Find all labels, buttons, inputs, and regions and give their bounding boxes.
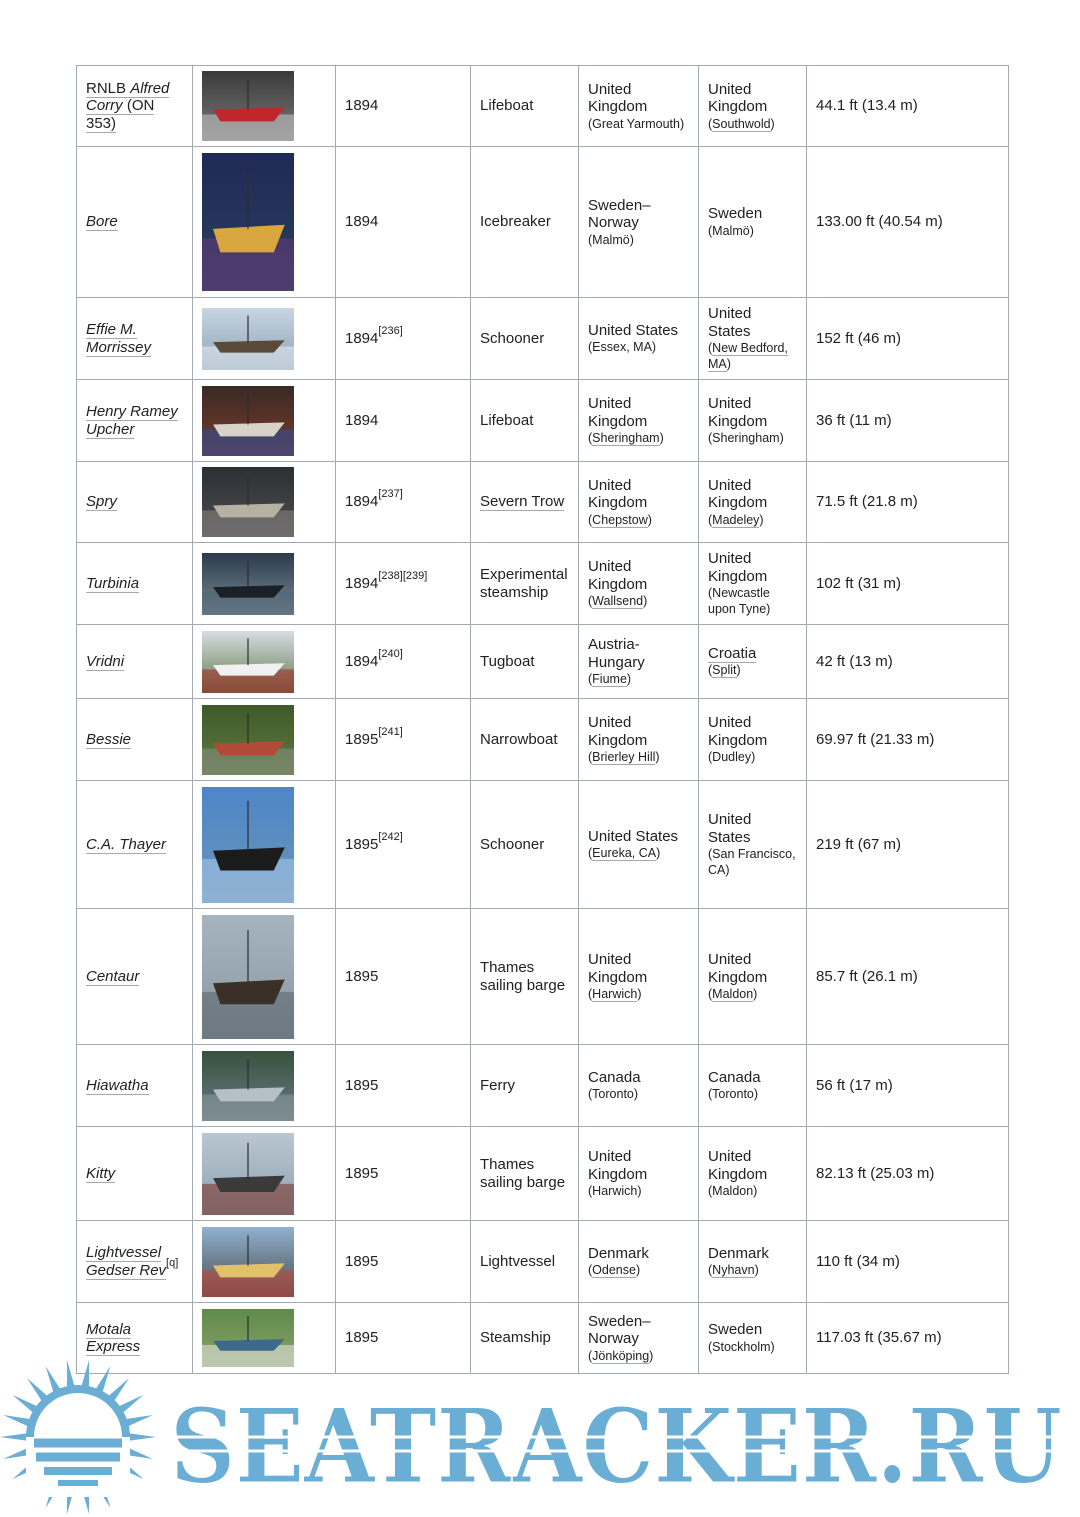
ship-photo-cell	[193, 462, 336, 543]
built-country-place-link[interactable]: Harwich	[592, 987, 638, 1001]
built-country: United Kingdom	[588, 80, 648, 115]
ship-name-link[interactable]: Hiawatha	[86, 1076, 149, 1094]
ship-photo-cell	[193, 699, 336, 781]
ship-length: 102 ft (31 m)	[816, 574, 902, 592]
built-country-place-link[interactable]: Fiume	[592, 672, 627, 686]
built-country: United Kingdom	[588, 558, 648, 593]
sun-ray	[67, 1360, 75, 1388]
built-country-place-link[interactable]: Chepstow	[592, 512, 648, 527]
ship-name-link[interactable]: Bessie	[86, 730, 132, 748]
built-country-place: (Brierley Hill)	[588, 750, 660, 764]
ship-type-cell	[471, 1127, 579, 1221]
built-country-place-link[interactable]: Wallsend	[592, 594, 644, 608]
current-location: United States	[708, 305, 752, 340]
launched-year-cell	[336, 1127, 471, 1221]
ship-length-cell	[807, 1127, 1009, 1221]
built-country: United Kingdom	[588, 951, 648, 986]
current-location-link[interactable]: Croatia	[708, 644, 757, 662]
current-location-place-text: Maldon	[712, 1184, 754, 1198]
built-country: Denmark	[588, 1244, 649, 1262]
current-location: Sweden	[708, 205, 763, 223]
ship-type-cell	[471, 1221, 579, 1303]
citation-ref[interactable]: [241]	[378, 725, 403, 738]
current-location: United Kingdom	[708, 951, 768, 986]
current-location: United Kingdom	[708, 476, 768, 511]
launched-year-cell	[336, 625, 471, 699]
current-location-place: (New Bedford, MA)	[708, 341, 788, 371]
ship-type-cell	[471, 1045, 579, 1127]
ship-length-cell	[807, 298, 1009, 380]
built-country-place: (Toronto)	[588, 1087, 639, 1102]
ship-name-cell	[77, 781, 193, 909]
ship-type: Schooner	[480, 835, 545, 853]
built-country-place: (Odense)	[588, 1263, 641, 1278]
built-country-cell	[579, 781, 699, 909]
built-country-place-text: Malmö	[592, 232, 630, 247]
citation-ref[interactable]: [238][239]	[378, 569, 428, 582]
built-country-cell	[579, 1127, 699, 1221]
built-country-cell	[579, 462, 699, 543]
ship-photo-cell	[193, 909, 336, 1045]
table-row	[77, 1127, 1009, 1221]
ship-type: Narrowboat	[480, 730, 558, 748]
sun-ray	[0, 1433, 28, 1441]
current-location-place: (Newcastle upon Tyne)	[708, 586, 771, 616]
built-country-cell	[579, 380, 699, 462]
current-location-place-text: Dudley	[712, 750, 752, 764]
ship-type-cell	[471, 543, 579, 625]
table-row	[77, 380, 1009, 462]
built-country-place-text: Essex, MA	[592, 340, 652, 355]
launched-year: 1895	[345, 1252, 379, 1270]
ship-type-cell	[471, 298, 579, 380]
ship-length-cell	[807, 699, 1009, 781]
ship-photo-cell	[193, 1045, 336, 1127]
current-location-place-link[interactable]: New Bedford, MA	[708, 341, 788, 371]
ship-length-cell	[807, 1045, 1009, 1127]
sun-ray	[3, 1415, 31, 1427]
built-country-place-link[interactable]: Jönköping	[592, 1348, 650, 1363]
built-country-cell	[579, 147, 699, 298]
built-country-place-link[interactable]: Eureka, CA	[592, 846, 657, 861]
current-location-cell	[699, 1221, 807, 1303]
ship-name-link[interactable]: Effie M. Morrissey	[86, 321, 152, 356]
built-country-cell	[579, 625, 699, 699]
ship-name-link[interactable]: Bore	[86, 213, 118, 231]
launched-year: 1894	[345, 652, 379, 670]
ship-type: Lifeboat	[480, 411, 534, 429]
ship-length: 133.00 ft (40.54 m)	[816, 213, 943, 231]
current-location: Canada	[708, 1068, 761, 1086]
current-location-place: (Malmö)	[708, 223, 754, 238]
built-country-place-link[interactable]: Odense	[592, 1263, 636, 1278]
launched-year-cell	[336, 781, 471, 909]
launched-year: 1894	[345, 329, 379, 347]
ship-length-cell	[807, 1221, 1009, 1303]
table-row	[77, 543, 1009, 625]
ship-name-link[interactable]: C.A. Thayer	[86, 835, 167, 853]
current-location: Denmark	[708, 1244, 769, 1262]
current-location-place-text: Newcastle upon Tyne	[708, 586, 770, 616]
built-country: Sweden–Norway	[588, 1312, 651, 1347]
lifeboat-ship-photo[interactable]	[202, 71, 294, 141]
launched-year: 1894	[345, 493, 379, 511]
ship-name-cell	[77, 462, 193, 543]
ship-photo-cell	[193, 66, 336, 147]
ship-type-cell	[471, 909, 579, 1045]
ship-name-link[interactable]: Henry Ramey Upcher	[86, 403, 178, 438]
citation-ref[interactable]: [242]	[378, 830, 403, 843]
narrowboat-ship-photo[interactable]	[202, 705, 294, 775]
current-location-cell	[699, 699, 807, 781]
museum-ship-photo[interactable]	[202, 553, 294, 615]
launched-year-cell	[336, 462, 471, 543]
built-country-place-link[interactable]: Sheringham	[592, 431, 660, 445]
ship-photo-cell	[193, 1221, 336, 1303]
table-row	[77, 1221, 1009, 1303]
table-row	[77, 147, 1009, 298]
current-location-cell	[699, 1045, 807, 1127]
ship-length: 42 ft (13 m)	[816, 652, 893, 670]
current-location-cell	[699, 147, 807, 298]
current-location-place-link[interactable]: Maldon	[712, 987, 754, 1001]
current-location-place: (San Francisco, CA)	[708, 847, 796, 877]
current-location-cell	[699, 543, 807, 625]
launched-year-cell	[336, 1045, 471, 1127]
current-location: United Kingdom	[708, 80, 768, 115]
ship-length: 69.97 ft (21.33 m)	[816, 730, 935, 748]
built-country: United Kingdom	[588, 714, 648, 749]
built-country: United States	[588, 827, 679, 845]
note-ref[interactable]: [q]	[166, 1256, 179, 1269]
lake-ship-photo[interactable]	[202, 1051, 294, 1121]
sun-ray	[81, 1360, 89, 1388]
current-location: United States	[708, 811, 752, 846]
ship-length: 56 ft (17 m)	[816, 1076, 893, 1094]
built-country-place: (Eureka, CA)	[588, 846, 661, 861]
ship-name-link[interactable]: Centaur	[86, 967, 140, 985]
current-location-place-link[interactable]: Split	[712, 663, 737, 678]
current-location-place-link[interactable]: Southwold	[712, 116, 771, 131]
launched-year: 1894	[345, 574, 379, 592]
barge-ship-photo[interactable]	[202, 915, 294, 1039]
current-location: United Kingdom	[708, 714, 768, 749]
current-location-cell	[699, 298, 807, 380]
ship-length: 152 ft (46 m)	[816, 329, 902, 347]
current-location-cell	[699, 781, 807, 909]
night-ship-photo[interactable]	[202, 153, 294, 291]
tug-ship-photo[interactable]	[202, 631, 294, 693]
ship-type: Icebreaker	[480, 213, 551, 231]
sun-ray	[128, 1433, 156, 1441]
ship-name-link[interactable]: RNLB Alfred Corry (ON 353)	[86, 79, 170, 132]
current-location-place: (Madeley)	[708, 512, 764, 527]
ship-type: Tugboat	[480, 652, 535, 670]
ship-length: 71.5 ft (21.8 m)	[816, 493, 918, 511]
built-country-place: (Malmö)	[588, 232, 634, 247]
built-country-cell	[579, 1045, 699, 1127]
built-country-place-text: Toronto	[592, 1087, 634, 1102]
ship-type-link[interactable]: Severn Trow	[480, 493, 565, 511]
launched-year-cell	[336, 380, 471, 462]
ship-length-cell	[807, 543, 1009, 625]
built-country-place-text: Harwich	[592, 1184, 638, 1198]
built-country: Canada	[588, 1068, 641, 1086]
launched-year: 1895	[345, 730, 379, 748]
built-country-place: (Fiume)	[588, 672, 632, 686]
harbour-ship-photo[interactable]	[202, 1227, 294, 1297]
schooner-ship-photo[interactable]	[202, 308, 294, 370]
ship-name-link[interactable]: Spry	[86, 493, 117, 511]
built-country-place-text: Great Yarmouth	[592, 116, 680, 131]
built-country-place: (Jönköping)	[588, 1348, 654, 1363]
ship-name-cell	[77, 66, 193, 147]
ship-type: Experimental steamship	[480, 566, 568, 601]
ship-name-cell	[77, 1045, 193, 1127]
launched-year-cell	[336, 298, 471, 380]
ship-length: 110 ft (34 m)	[816, 1252, 900, 1270]
launched-year: 1895	[345, 1164, 379, 1182]
table-row	[77, 699, 1009, 781]
ship-length: 85.7 ft (26.1 m)	[816, 967, 918, 985]
sun-ray	[125, 1415, 153, 1427]
ship-photo-cell	[193, 298, 336, 380]
launched-year: 1895	[345, 967, 379, 985]
ship-type: Steamship	[480, 1329, 551, 1347]
current-location-place: (Stockholm)	[708, 1339, 775, 1354]
launched-year: 1894	[345, 411, 379, 429]
built-country-cell	[579, 298, 699, 380]
ship-length: 117.03 ft (35.67 m)	[816, 1329, 942, 1347]
current-location-place: (Dudley)	[708, 750, 756, 764]
built-country-place: (Essex, MA)	[588, 340, 657, 355]
launched-year-cell	[336, 543, 471, 625]
launched-year-cell	[336, 66, 471, 147]
ship-type: Lifeboat	[480, 97, 534, 115]
current-location-place-text: Stockholm	[712, 1339, 771, 1354]
ship-name-link[interactable]: Motala Express	[86, 1320, 141, 1355]
ship-length-cell	[807, 147, 1009, 298]
ship-photo-cell	[193, 543, 336, 625]
seatracker-watermark	[0, 1355, 1080, 1517]
ship-length-cell	[807, 66, 1009, 147]
launched-year: 1895	[345, 1076, 379, 1094]
ship-photo-cell	[193, 625, 336, 699]
ship-name-cell	[77, 147, 193, 298]
current-location: Sweden	[708, 1321, 763, 1339]
launched-year-cell	[336, 147, 471, 298]
ship-name-cell	[77, 380, 193, 462]
launched-year: 1894	[345, 213, 379, 231]
current-location-place-text: San Francisco, CA	[708, 847, 796, 877]
redsail-ship-photo[interactable]	[202, 1133, 294, 1215]
launched-year-cell	[336, 909, 471, 1045]
table-row	[77, 462, 1009, 543]
built-country-place: (Sheringham)	[588, 431, 664, 445]
watermark-text: SEATRACKER.RU	[170, 1387, 1062, 1507]
current-location-cell	[699, 66, 807, 147]
built-country-place-link[interactable]: Brierley Hill	[592, 750, 656, 764]
table-row	[77, 909, 1009, 1045]
current-location: United Kingdom	[708, 550, 768, 585]
ship-name-cell	[77, 1127, 193, 1221]
built-country-place: (Chepstow)	[588, 512, 652, 527]
launched-year-cell	[336, 699, 471, 781]
ship-name-cell	[77, 909, 193, 1045]
current-location-place-link[interactable]: Nyhavn	[712, 1263, 755, 1278]
current-location-cell	[699, 625, 807, 699]
ship-name-cell	[77, 699, 193, 781]
ship-type: Ferry	[480, 1076, 515, 1094]
current-location-cell	[699, 1127, 807, 1221]
ship-length-cell	[807, 380, 1009, 462]
ship-length-cell	[807, 625, 1009, 699]
ship-type-cell	[471, 380, 579, 462]
built-country: United Kingdom	[588, 395, 648, 430]
launched-year: 1895	[345, 1329, 379, 1347]
bluehull-ship-photo[interactable]	[202, 386, 294, 456]
current-location-place-text: Toronto	[712, 1087, 754, 1102]
current-location: United Kingdom	[708, 395, 768, 430]
current-location-cell	[699, 909, 807, 1045]
ship-name-cell	[77, 543, 193, 625]
ship-type: Thames sailing barge	[480, 1156, 566, 1191]
table-row	[77, 66, 1009, 147]
current-location-cell	[699, 462, 807, 543]
sun-logo-icon	[0, 1360, 156, 1514]
current-location: United Kingdom	[708, 1148, 768, 1183]
built-country-place: (Harwich)	[588, 987, 642, 1001]
ship-photo-cell	[193, 781, 336, 909]
ship-type-cell	[471, 66, 579, 147]
citation-ref[interactable]: [237]	[378, 488, 403, 501]
ship-type-cell	[471, 462, 579, 543]
launched-year: 1895	[345, 835, 379, 853]
ship-type-cell	[471, 147, 579, 298]
citation-ref[interactable]: [240]	[378, 647, 403, 660]
ships-table	[76, 65, 1009, 1374]
ship-name-link[interactable]: Vridni	[86, 652, 125, 670]
built-country: Sweden–Norway	[588, 196, 651, 231]
ship-photo-cell	[193, 1127, 336, 1221]
table-row	[77, 625, 1009, 699]
ship-name-link[interactable]: Turbinia	[86, 574, 140, 592]
citation-ref[interactable]: [236]	[378, 324, 403, 337]
current-location-place-text: Sheringham	[712, 431, 780, 445]
tallship-ship-photo[interactable]	[202, 787, 294, 903]
ship-type: Lightvessel	[480, 1252, 556, 1270]
hall-ship-photo[interactable]	[202, 467, 294, 537]
built-country-cell	[579, 543, 699, 625]
built-country: Austria-Hungary	[588, 636, 645, 671]
built-country-place: (Harwich)	[588, 1184, 642, 1198]
ship-length-cell	[807, 909, 1009, 1045]
current-location-place: (Maldon)	[708, 987, 758, 1001]
built-country-place: (Wallsend)	[588, 594, 648, 608]
built-country-cell	[579, 909, 699, 1045]
current-location-place-link[interactable]: Madeley	[712, 512, 760, 527]
ship-name-cell	[77, 625, 193, 699]
launched-year-cell	[336, 1221, 471, 1303]
ship-type-cell	[471, 781, 579, 909]
table-row	[77, 1045, 1009, 1127]
ship-type: Schooner	[480, 329, 545, 347]
ship-length-cell	[807, 781, 1009, 909]
ship-name-link[interactable]: Kitty	[86, 1164, 116, 1182]
built-country: United States	[588, 321, 679, 339]
ship-length: 82.13 ft (25.03 m)	[816, 1164, 935, 1182]
built-country: United Kingdom	[588, 1148, 648, 1183]
ship-type: Thames sailing barge	[480, 959, 566, 994]
current-location-place: (Maldon)	[708, 1184, 758, 1198]
built-country-cell	[579, 1221, 699, 1303]
current-location-place: (Nyhavn)	[708, 1263, 759, 1278]
table-row	[77, 781, 1009, 909]
current-location-place: (Sheringham)	[708, 431, 784, 445]
current-location-place: (Split)	[708, 663, 741, 678]
ship-type-cell	[471, 699, 579, 781]
current-location-place: (Toronto)	[708, 1087, 759, 1102]
current-location-place: (Southwold)	[708, 116, 775, 131]
launched-year: 1894	[345, 97, 379, 115]
ship-length: 219 ft (67 m)	[816, 835, 902, 853]
ships-table-body	[77, 66, 1009, 1374]
current-location-cell	[699, 380, 807, 462]
ship-type-cell	[471, 625, 579, 699]
current-location-place-text: Malmö	[712, 223, 750, 238]
ship-photo-cell	[193, 380, 336, 462]
built-country: United Kingdom	[588, 476, 648, 511]
ship-photo-cell	[193, 147, 336, 298]
ship-name-cell	[77, 1221, 193, 1303]
built-country-place: (Great Yarmouth)	[588, 116, 685, 131]
ship-name-cell	[77, 298, 193, 380]
ship-length: 36 ft (11 m)	[816, 411, 892, 429]
ship-length-cell	[807, 462, 1009, 543]
built-country-cell	[579, 699, 699, 781]
ship-name-link[interactable]: Lightvessel Gedser Rev	[86, 1244, 167, 1279]
table-row	[77, 298, 1009, 380]
built-country-cell	[579, 66, 699, 147]
ship-length: 44.1 ft (13.4 m)	[816, 97, 918, 115]
